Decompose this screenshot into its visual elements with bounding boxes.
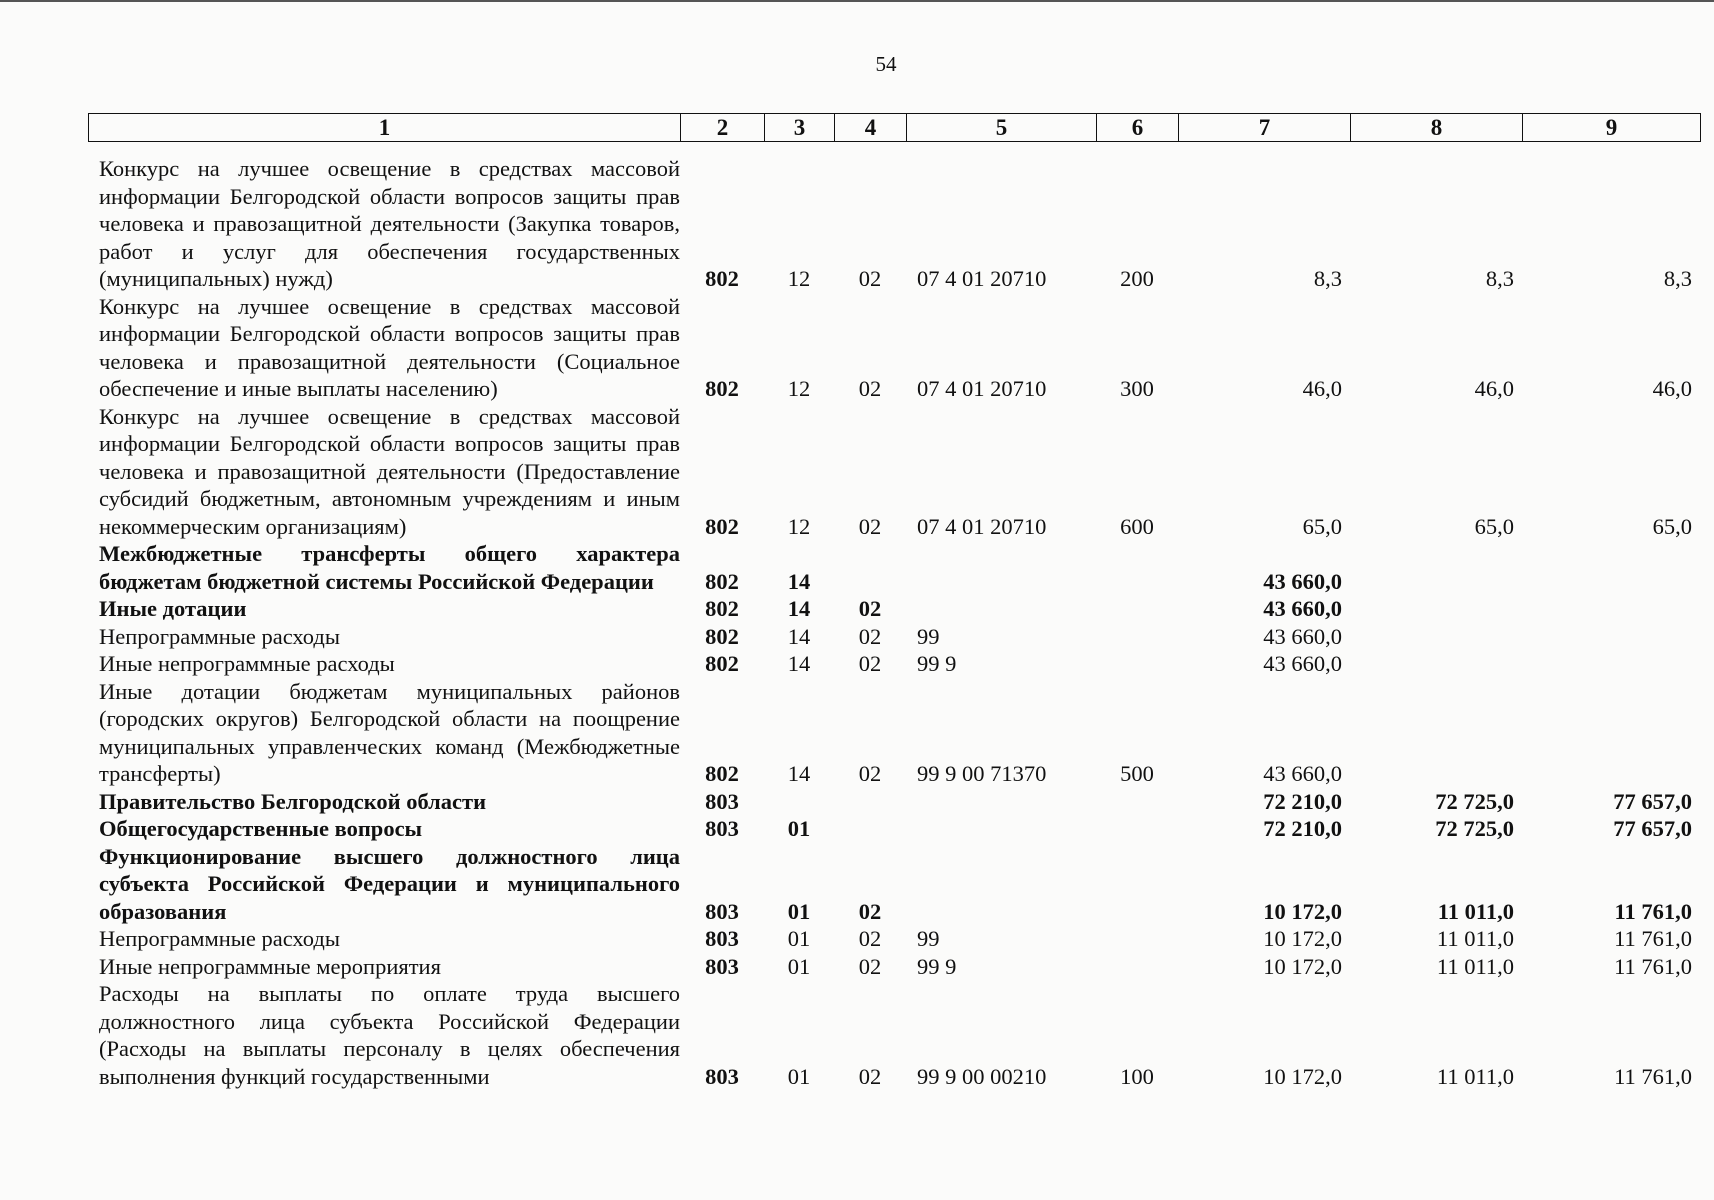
code-subsection-cell: 02 [858, 1063, 882, 1089]
amount-col7-cell: 10 172,0 [1263, 1063, 1342, 1089]
item-name-cell: Межбюджетные трансферты общего характера бюджетам бюджетной системы Российской Федерации [99, 541, 680, 594]
amount-col7-cell: 10 172,0 [1263, 898, 1342, 924]
table-row [88, 595, 1700, 623]
item-name-cell: Иные непрограммные расходы [99, 651, 395, 676]
code-admin-cell: 803 [705, 788, 739, 814]
header-cell-5: 5 [907, 114, 1097, 142]
table-row [88, 815, 1700, 843]
code-target-cell: 99 [917, 926, 940, 951]
column-number-header [88, 113, 1701, 142]
amount-col7-cell: 43 660,0 [1263, 568, 1342, 594]
amount-col7-cell: 72 210,0 [1263, 788, 1342, 814]
item-name-cell: Непрограммные расходы [99, 926, 340, 951]
amount-col9-cell: 11 761,0 [1614, 926, 1692, 951]
amount-col9-cell [1522, 650, 1700, 678]
amount-col8-cell: 11 011,0 [1436, 1063, 1514, 1089]
item-name-cell: Конкурс на лучшее освещение в средствах массовой информации Белгородской области вопросов защиты прав человека и правозащитной деятельности (Закупка товаров, работ и услуг для обеспечения государственных (муниципальных) нужд) [99, 156, 680, 291]
code-section-cell: 12 [787, 513, 811, 539]
code-target-cell: 07 4 01 20710 [917, 376, 1047, 401]
code-admin-cell: 802 [705, 623, 739, 649]
amount-col7-cell: 43 660,0 [1263, 761, 1342, 786]
amount-col8-cell [1350, 650, 1522, 678]
code-admin-cell: 803 [705, 816, 739, 841]
code-target-cell: 99 9 00 00210 [917, 1063, 1047, 1089]
code-subsection-cell: 02 [858, 898, 882, 924]
code-expense-type-cell: 500 [1120, 761, 1154, 786]
amount-col8-cell: 11 011,0 [1436, 926, 1514, 951]
header-cell-6: 6 [1097, 114, 1179, 142]
amount-col9-cell: 11 761,0 [1614, 1063, 1692, 1089]
code-expense-type-cell: 600 [1120, 513, 1154, 539]
code-subsection-cell: 02 [858, 376, 882, 401]
code-section-cell: 01 [787, 898, 811, 924]
amount-col9-cell: 65,0 [1652, 513, 1692, 539]
code-target-cell: 99 9 [917, 953, 957, 979]
amount-col9-cell [1522, 678, 1700, 788]
code-subsection-cell: 02 [858, 623, 882, 649]
code-section-cell: 14 [787, 761, 811, 786]
amount-col9-cell [1522, 595, 1700, 623]
item-name-cell: Общегосударственные вопросы [99, 816, 423, 841]
code-target-cell [906, 815, 1096, 843]
amount-col7-cell: 65,0 [1302, 513, 1342, 539]
amount-col9-cell [1522, 623, 1700, 651]
code-admin-cell: 803 [705, 898, 739, 924]
code-admin-cell: 802 [705, 513, 739, 539]
amount-col9-cell: 77 657,0 [1613, 788, 1692, 814]
code-expense-type-cell [1096, 788, 1178, 816]
item-name-cell: Иные непрограммные мероприятия [99, 953, 441, 979]
code-subsection-cell: 02 [858, 953, 882, 979]
amount-col8-cell: 8,3 [1485, 266, 1514, 291]
code-subsection-cell: 02 [858, 596, 882, 621]
item-name-cell: Функционирование высшего должностного лица субъекта Российской Федерации и муниципального образования [99, 843, 680, 924]
table-row [88, 925, 1700, 953]
item-name-cell: Иные дотации бюджетам муниципальных районов (городских округов) Белгородской области на поощрение муниципальных управленческих команд (Межбюджетные трансферты) [99, 678, 680, 786]
amount-col7-cell: 43 660,0 [1263, 651, 1342, 676]
page-number: 54 [875, 52, 897, 76]
code-subsection-cell: 02 [858, 651, 882, 676]
amount-col9-cell: 8,3 [1663, 266, 1692, 291]
amount-col7-cell: 8,3 [1313, 266, 1342, 291]
header-cell-8: 8 [1351, 114, 1523, 142]
code-expense-type-cell [1096, 815, 1178, 843]
code-expense-type-cell: 300 [1120, 376, 1154, 401]
amount-col9-cell: 46,0 [1652, 376, 1692, 401]
amount-col8-cell [1350, 595, 1522, 623]
code-target-cell: 07 4 01 20710 [917, 266, 1047, 291]
code-expense-type-cell [1096, 595, 1178, 623]
code-expense-type-cell [1096, 843, 1178, 926]
code-subsection-cell: 02 [858, 513, 882, 539]
header-cell-9: 9 [1523, 114, 1701, 142]
table-row [88, 678, 1700, 788]
code-subsection-cell: 02 [858, 266, 882, 291]
header-cell-4: 4 [835, 114, 907, 142]
code-admin-cell: 802 [705, 266, 739, 291]
table-row [88, 843, 1700, 926]
code-admin-cell: 802 [705, 761, 739, 786]
code-admin-cell: 803 [705, 926, 739, 951]
amount-col9-cell: 11 761,0 [1614, 898, 1692, 924]
code-target-cell [906, 540, 1096, 595]
amount-col7-cell: 10 172,0 [1263, 953, 1342, 979]
code-expense-type-cell: 200 [1120, 266, 1154, 291]
code-admin-cell: 802 [705, 568, 739, 594]
code-section-cell: 01 [787, 1063, 811, 1089]
amount-col8-cell [1350, 678, 1522, 788]
table-row [88, 650, 1700, 678]
amount-col7-cell: 10 172,0 [1263, 926, 1342, 951]
code-section-cell: 14 [787, 651, 811, 676]
amount-col7-cell: 46,0 [1302, 376, 1342, 401]
top-rule [0, 0, 1714, 2]
code-section-cell: 12 [787, 376, 811, 401]
code-admin-cell: 802 [705, 376, 739, 401]
code-expense-type-cell [1096, 953, 1178, 981]
code-target-cell [906, 788, 1096, 816]
code-subsection-cell [834, 788, 906, 816]
code-subsection-cell [834, 540, 906, 595]
code-admin-cell: 802 [705, 596, 739, 621]
header-cell-1: 1 [89, 114, 681, 142]
amount-col7-cell: 43 660,0 [1263, 623, 1342, 649]
table-row [88, 623, 1700, 651]
code-subsection-cell: 02 [858, 761, 882, 786]
table-row [88, 403, 1700, 541]
code-target-cell [906, 595, 1096, 623]
code-expense-type-cell [1096, 623, 1178, 651]
amount-col8-cell: 11 011,0 [1436, 953, 1514, 979]
code-expense-type-cell: 100 [1120, 1063, 1154, 1089]
code-section-cell: 14 [787, 568, 811, 594]
header-cell-7: 7 [1179, 114, 1351, 142]
item-name-cell: Иные дотации [99, 596, 247, 621]
amount-col7-cell: 43 660,0 [1263, 596, 1342, 621]
amount-col8-cell: 65,0 [1474, 513, 1514, 539]
amount-col8-cell: 72 725,0 [1435, 816, 1514, 841]
item-name-cell: Расходы на выплаты по оплате труда высшего должностного лица субъекта Российской Федерации (Расходы на выплаты персоналу в целях обеспечения выполнения функций государственными [99, 981, 680, 1089]
table-row [88, 953, 1700, 981]
code-expense-type-cell [1096, 650, 1178, 678]
code-admin-cell: 803 [705, 1063, 739, 1089]
amount-col9-cell [1522, 540, 1700, 595]
code-target-cell: 07 4 01 20710 [917, 513, 1047, 539]
header-cell-2: 2 [681, 114, 765, 142]
code-admin-cell: 802 [705, 651, 739, 676]
code-section-cell: 12 [787, 266, 811, 291]
amount-col8-cell: 72 725,0 [1435, 788, 1514, 814]
item-name-cell: Конкурс на лучшее освещение в средствах массовой информации Белгородской области вопросов защиты прав человека и правозащитной деятельности (Социальное обеспечение и иные выплаты населению) [99, 293, 680, 401]
table-row [88, 293, 1700, 403]
amount-col8-cell [1350, 623, 1522, 651]
code-expense-type-cell [1096, 925, 1178, 953]
item-name-cell: Конкурс на лучшее освещение в средствах массовой информации Белгородской области вопросов защиты прав человека и правозащитной деятельности (Предоставление субсидий бюджетным, автономным учреждениям и иным некоммерческим организациям) [99, 403, 680, 539]
code-target-cell [906, 843, 1096, 926]
amount-col9-cell: 77 657,0 [1613, 816, 1692, 841]
code-expense-type-cell [1096, 540, 1178, 595]
table-row [88, 788, 1700, 816]
amount-col8-cell: 46,0 [1474, 376, 1514, 401]
code-target-cell: 99 9 00 71370 [917, 761, 1047, 786]
table-row [88, 540, 1700, 595]
code-section-cell: 01 [787, 926, 811, 951]
item-name-cell: Правительство Белгородской области [99, 788, 487, 814]
amount-col9-cell: 11 761,0 [1614, 953, 1692, 979]
code-subsection-cell: 02 [858, 926, 882, 951]
header-cell-3: 3 [765, 114, 835, 142]
code-subsection-cell [834, 815, 906, 843]
amount-col8-cell: 11 011,0 [1437, 898, 1514, 924]
code-admin-cell: 803 [705, 953, 739, 979]
amount-col8-cell [1350, 540, 1522, 595]
code-section-cell: 14 [787, 623, 811, 649]
code-section-cell: 14 [787, 596, 811, 621]
budget-table-body [88, 155, 1700, 1090]
table-row [88, 155, 1700, 293]
item-name-cell: Непрограммные расходы [99, 623, 340, 649]
code-section-cell: 01 [787, 816, 811, 841]
amount-col7-cell: 72 210,0 [1263, 816, 1342, 841]
table-row [88, 980, 1700, 1090]
budget-table [88, 155, 1700, 1090]
code-section-cell [764, 788, 834, 816]
code-section-cell: 01 [787, 953, 811, 979]
code-target-cell: 99 [917, 623, 940, 649]
code-target-cell: 99 9 [917, 651, 957, 676]
